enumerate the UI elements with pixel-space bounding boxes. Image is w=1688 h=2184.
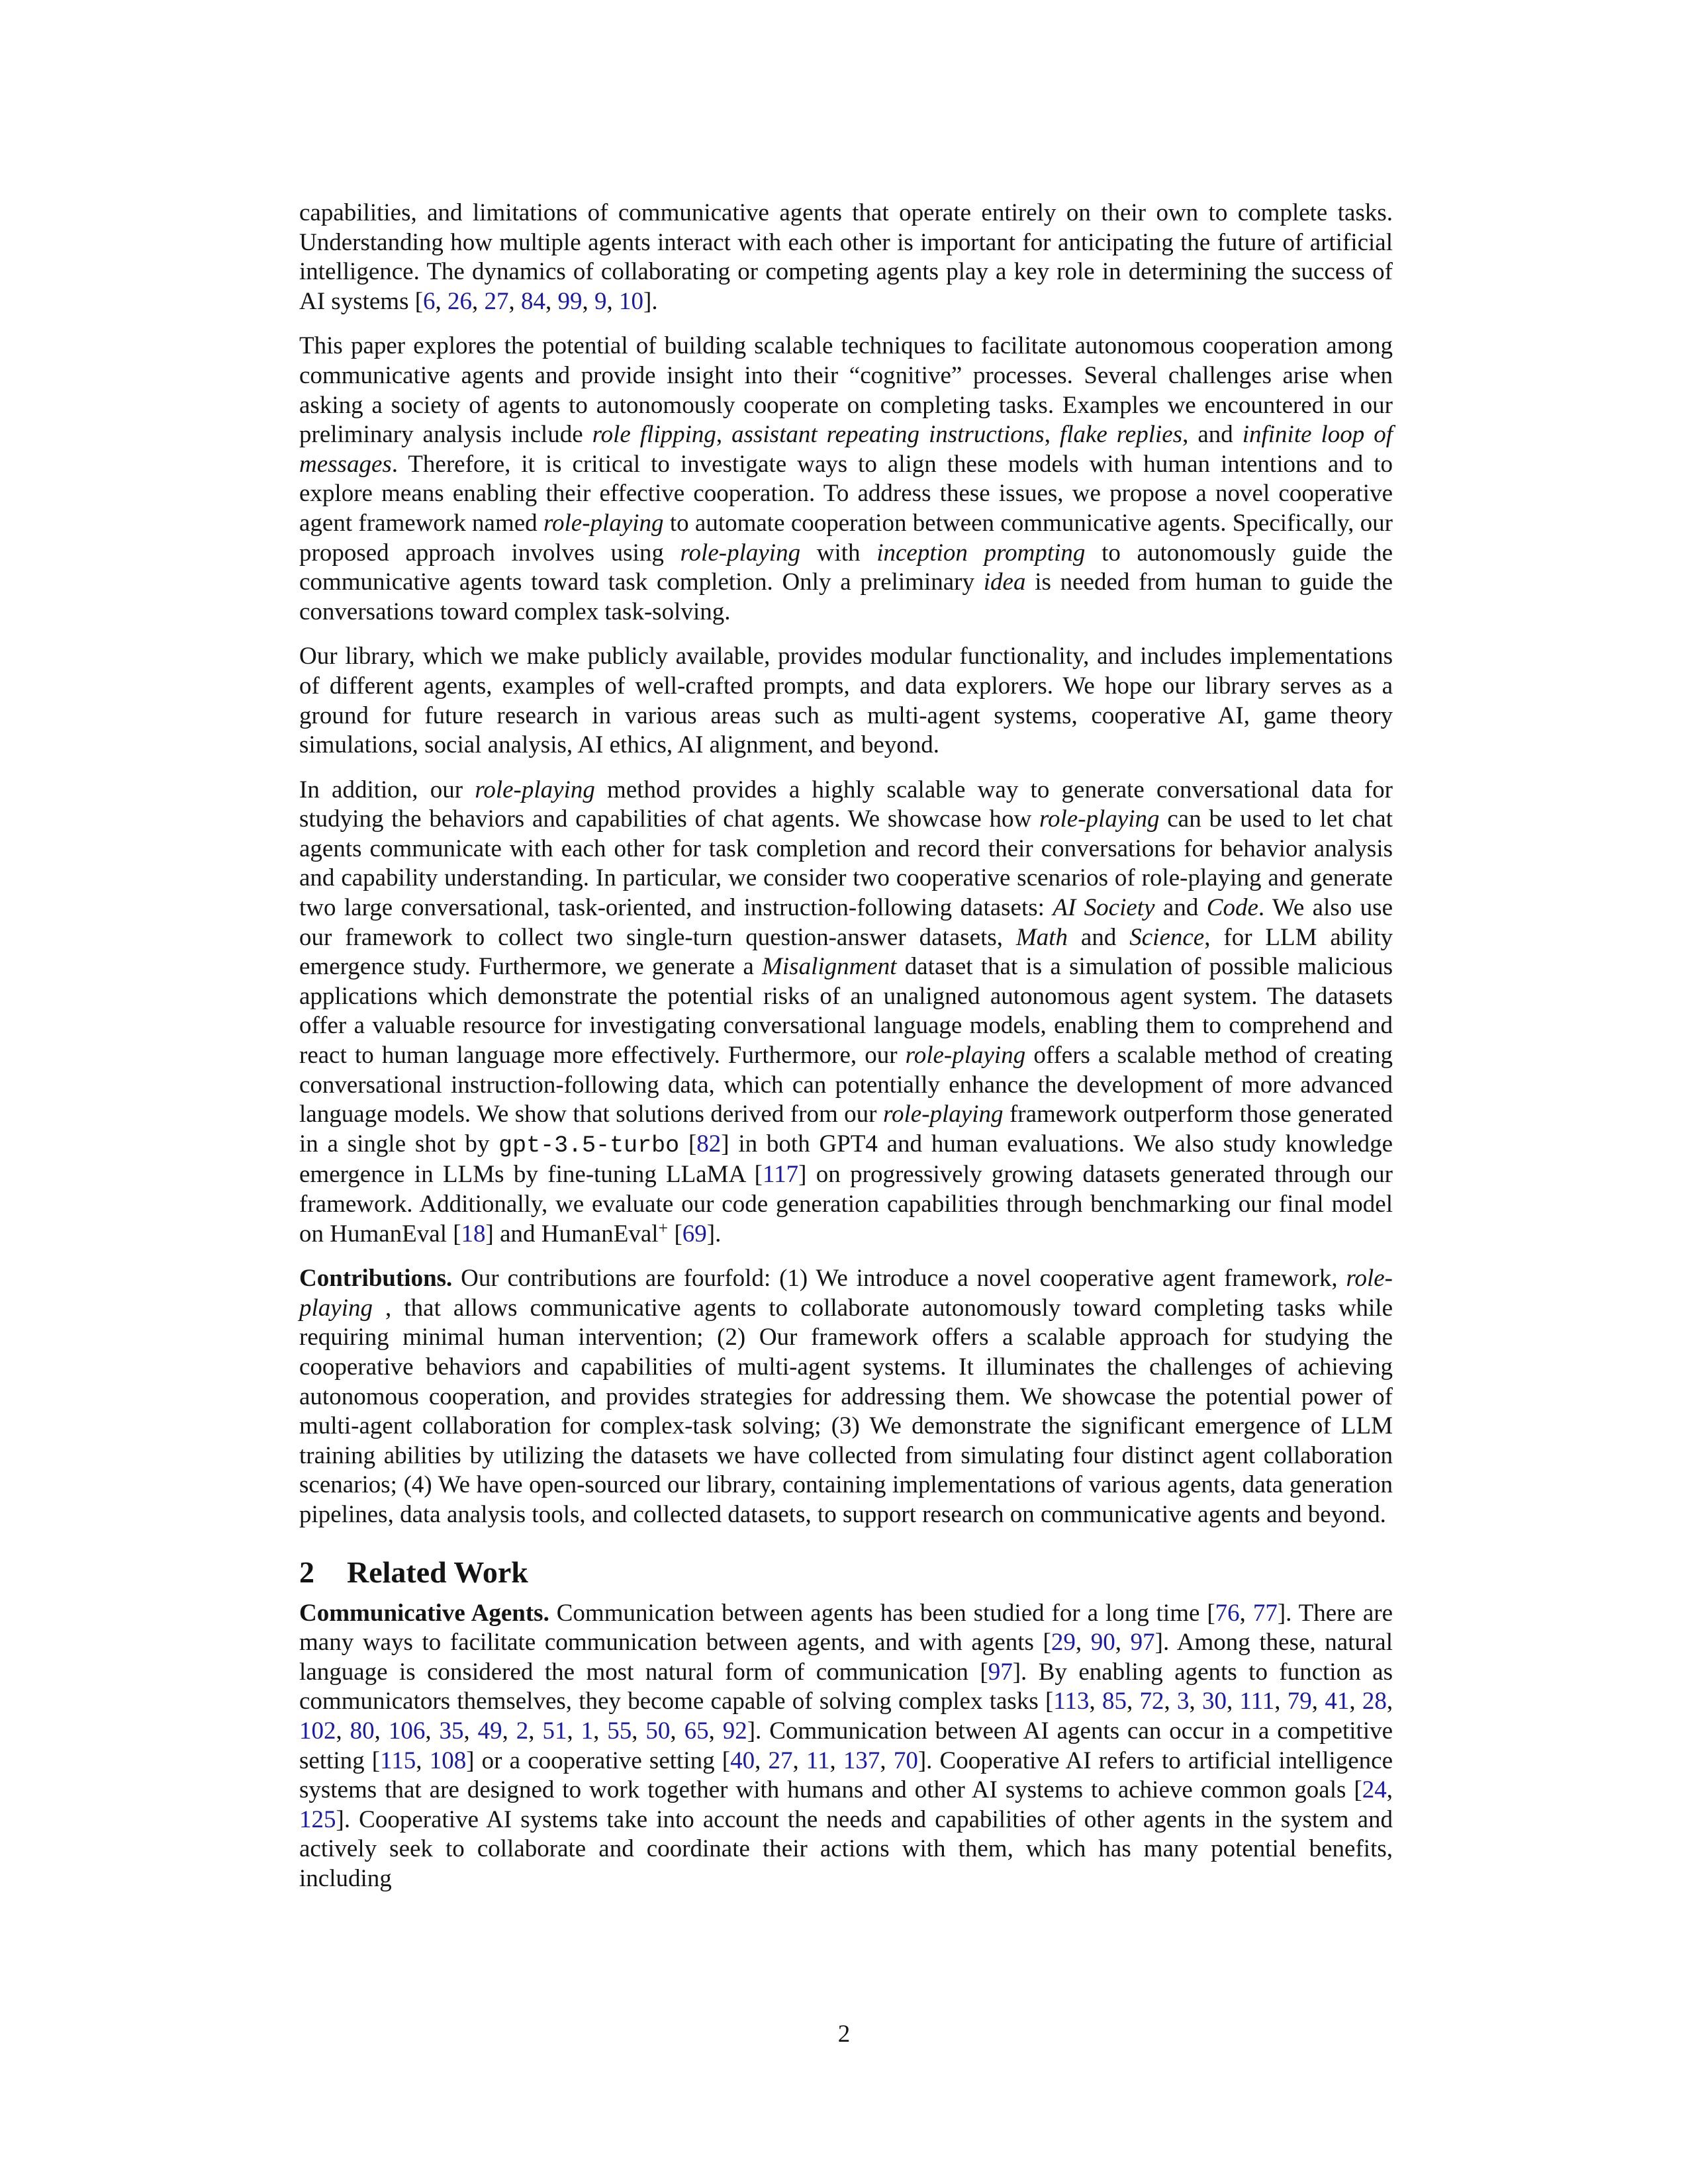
text-run: Our contributions are fourfold: (1) We introduce a novel cooperative agent framework, — [452, 1265, 1346, 1293]
italic-text: idea — [983, 569, 1026, 596]
text-run: , — [670, 1717, 684, 1745]
italic-text: AI Society — [1053, 894, 1155, 922]
italic-text: role-playing — [299, 1265, 1393, 1322]
section-title: Related Work — [347, 1555, 528, 1589]
text-run: dataset that is a simulation of possible malicious applications which demonstrate the potential risks of an unaligned autonomous agent system. The datasets offer a valuable resource for investigating conversational language models, enabling them to comprehend and react to human language more effectively. Furthermore, our — [299, 953, 1393, 1069]
citation-link[interactable]: 2 — [516, 1717, 529, 1745]
italic-text: role-playing — [882, 1101, 1004, 1128]
italic-text: role-playing — [475, 776, 595, 803]
text-run: ]. Communication between AI agents can occur in a competitive setting [ — [299, 1717, 1393, 1774]
citation-link[interactable]: 76 — [1215, 1599, 1240, 1627]
text-run: Our library, which we make publicly available, provides modular functionality, and includes implementations of different agents, examples of well-crafted prompts, and data explorers. We hope our library serves as a ground for future research in various areas such as multi-agent systems, cooperative AI, game theory simulations, social analysis, AI ethics, AI alignment, and beyond. — [299, 643, 1393, 759]
superscript: + — [658, 1218, 669, 1238]
citation-link[interactable]: 70 — [893, 1747, 918, 1774]
italic-text: Code — [1206, 894, 1258, 922]
text-run: offers a scalable method of creating conversational instruction-following data, which can potentially enhance the development of more advanced language models. We show that solutions derived from our — [299, 1042, 1393, 1128]
bold-run-in-heading: Communicative Agents. — [299, 1599, 549, 1627]
text-run: , — [435, 287, 448, 315]
text-run: , — [708, 1717, 723, 1745]
text-run: , — [1115, 1629, 1131, 1657]
text-run: , — [792, 1747, 806, 1774]
citation-link[interactable]: 18 — [461, 1220, 486, 1248]
text-run: , — [1311, 1688, 1325, 1715]
citation-link[interactable]: 55 — [607, 1717, 632, 1745]
citation-link[interactable]: 27 — [484, 287, 509, 315]
text-run: , — [528, 1717, 543, 1745]
citation-link[interactable]: 69 — [682, 1220, 707, 1248]
italic-text: role-playing — [905, 1042, 1026, 1069]
body-paragraph — [299, 776, 1393, 1250]
text-run: , — [425, 1717, 440, 1745]
italic-text: infinite loop of messages — [299, 421, 1393, 478]
body-paragraph — [299, 332, 1393, 627]
citation-link[interactable]: 49 — [477, 1717, 502, 1745]
citation-link[interactable]: 117 — [762, 1161, 799, 1189]
citation-link[interactable]: 30 — [1202, 1688, 1227, 1715]
citation-link[interactable]: 82 — [696, 1130, 722, 1158]
text-run: , — [1227, 1688, 1240, 1715]
contributions-paragraph — [299, 1264, 1393, 1529]
body-paragraph — [299, 642, 1393, 760]
text-run: , — [472, 287, 485, 315]
citation-link[interactable]: 51 — [542, 1717, 567, 1745]
italic-text: Math — [1015, 923, 1068, 951]
text-run: ] on progressively growing datasets generated through our framework. Additionally, we evaluate our code generation capabilities through benchmarking our final model on HumanEval [ — [299, 1161, 1393, 1248]
citation-link[interactable]: 111 — [1239, 1688, 1275, 1715]
text-run: ]. — [643, 287, 658, 315]
citation-link[interactable]: 26 — [447, 287, 473, 315]
italic-text: Science — [1129, 923, 1205, 951]
italic-text: role-playing — [1039, 805, 1160, 833]
text-run: can be used to let chat agents communicate with each other for task completion and record their conversations for behavior analysis and capability understanding. In particular, we consider two cooperative scenarios of role-playing and generate two large conversational, task-oriented, and instruction-following datasets: — [299, 805, 1393, 922]
text-run: , — [755, 1747, 769, 1774]
text-run: , — [1089, 1688, 1102, 1715]
text-run: to autonomously guide the communicative agents toward task completion. Only a preliminary — [299, 539, 1393, 596]
section-heading — [299, 1554, 1393, 1591]
text-column — [299, 199, 1393, 1909]
text-run: , — [1239, 1599, 1253, 1627]
text-run: , for LLM ability emergence study. Furthermore, we generate a — [299, 923, 1393, 981]
text-run: ]. Cooperative AI refers to artificial intelligence systems that are designed to work together with humans and other AI systems to achieve common goals [ — [299, 1747, 1393, 1804]
citation-link[interactable]: 92 — [722, 1717, 747, 1745]
text-run: , — [632, 1717, 646, 1745]
text-run: , — [508, 287, 522, 315]
citation-link[interactable]: 115 — [380, 1747, 416, 1774]
citation-link[interactable]: 10 — [619, 287, 644, 315]
text-run: , — [374, 1717, 389, 1745]
citation-link[interactable]: 79 — [1287, 1688, 1312, 1715]
text-run: , that allows communicative agents to collaborate autonomously toward completing tasks while requiring minimal human intervention; (2) Our framework offers a scalable approach for studying the cooperative behaviors and capabilities of multi-agent systems. It illuminates the challenges of achieving autonomous cooperation, and provides strategies for addressing them. We showcase the potential power of multi-agent collaboration for complex-task solving; (3) We demonstrate the significant emergence of LLM training abilities by utilizing the datasets we have collected from simulating four distinct agent collaboration scenarios; (4) We have open-sourced our library, containing implementations of various agents, data generation pipelines, data analysis tools, and collected datasets, to support research on communicative agents and beyond. — [299, 1294, 1393, 1528]
text-run: , — [593, 1717, 608, 1745]
text-run: . Therefore, it is critical to investigate ways to align these models with human intentions and to explore means enabling their effective cooperation. To address these issues, we propose a novel cooperative agent framework named — [299, 450, 1393, 537]
text-run: , — [567, 1717, 581, 1745]
citation-link[interactable]: 80 — [350, 1717, 375, 1745]
text-run: . We also use our framework to collect two single-turn question-answer datasets, — [299, 894, 1393, 951]
citation-link[interactable]: 97 — [1130, 1629, 1155, 1657]
italic-text: Misalignment — [762, 953, 897, 981]
text-run: method provides a highly scalable way to generate conversational data for studying the behaviors and capabilities of chat agents. We showcase how — [299, 776, 1393, 833]
text-run: , — [829, 1747, 843, 1774]
text-run: , — [716, 421, 732, 449]
text-run: , — [416, 1747, 430, 1774]
citation-link[interactable]: 137 — [843, 1747, 880, 1774]
text-run: , — [582, 287, 595, 315]
citation-link[interactable]: 106 — [388, 1717, 426, 1745]
text-run: to automate cooperation between communicative agents. Specifically, our proposed approach involves using — [299, 509, 1393, 567]
italic-text: inception prompting — [876, 539, 1086, 567]
text-run: ]. Among these, natural language is considered the most natural form of communication [ — [299, 1629, 1393, 1686]
text-run: , — [1349, 1688, 1362, 1715]
text-run: ]. — [706, 1220, 722, 1248]
citation-link[interactable]: 6 — [423, 287, 436, 315]
citation-link[interactable]: 28 — [1362, 1688, 1387, 1715]
citation-link[interactable]: 65 — [684, 1717, 709, 1745]
citation-link[interactable]: 99 — [557, 287, 583, 315]
citation-link[interactable]: 113 — [1053, 1688, 1090, 1715]
body-paragraph — [299, 199, 1393, 316]
citation-link[interactable]: 41 — [1325, 1688, 1350, 1715]
text-run: , — [606, 287, 620, 315]
text-run: , — [1126, 1688, 1140, 1715]
page-number: 2 — [837, 2021, 851, 2048]
italic-text: role-playing — [543, 509, 664, 537]
text-run: , — [1189, 1688, 1202, 1715]
citation-link[interactable]: 108 — [429, 1747, 467, 1774]
text-run: ]. There are many ways to facilitate communication between agents, and with agents [ — [299, 1599, 1393, 1657]
text-run: and — [1154, 894, 1207, 922]
citation-link[interactable]: 50 — [645, 1717, 671, 1745]
citation-link[interactable]: 97 — [988, 1658, 1013, 1686]
text-run: , — [463, 1717, 478, 1745]
citation-link[interactable]: 3 — [1176, 1688, 1190, 1715]
text-run: ] or a cooperative setting [ — [466, 1747, 731, 1774]
text-run: ]. Cooperative AI systems take into account the needs and capabilities of other agents in the system and actively seek to collaborate and coordinate their actions with them, which has many potential benefits, including — [299, 1805, 1393, 1892]
citation-link[interactable]: 29 — [1051, 1629, 1076, 1657]
text-run: , — [1164, 1688, 1177, 1715]
citation-link[interactable]: 90 — [1090, 1629, 1115, 1657]
citation-link[interactable]: 11 — [806, 1747, 830, 1774]
text-run: [ — [679, 1130, 697, 1158]
text-run: , — [1274, 1688, 1288, 1715]
italic-text: role flipping — [592, 421, 716, 449]
citation-link[interactable]: 24 — [1362, 1776, 1387, 1804]
citation-link[interactable]: 9 — [594, 287, 607, 315]
text-run: , — [1044, 421, 1060, 449]
code-text: gpt-3.5-turbo — [498, 1132, 680, 1159]
text-run: , — [1075, 1629, 1091, 1657]
text-run: is needed from human to guide the conversations toward complex task-solving. — [299, 569, 1393, 625]
text-run: , — [336, 1717, 350, 1745]
text-run: , — [880, 1747, 894, 1774]
text-run: In addition, our — [299, 776, 475, 803]
text-run: , — [545, 287, 558, 315]
text-run: This paper explores the potential of building scalable techniques to facilitate autonomous cooperation among communicative agents and provide insight into their “cognitive” processes. Several challenges arise when asking a society of agents to autonomously cooperate on completing tasks. Examples we encountered in our preliminary analysis include — [299, 332, 1393, 449]
text-run: with — [800, 539, 877, 567]
citation-link[interactable]: 1 — [581, 1717, 594, 1745]
italic-text: flake replies — [1059, 421, 1183, 449]
text-run: , — [1386, 1688, 1393, 1715]
citation-link[interactable]: 85 — [1102, 1688, 1127, 1715]
bold-run-in-heading: Contributions. — [299, 1265, 453, 1293]
text-run: ]. By enabling agents to function as communicators themselves, they become capable of solving complex tasks [ — [299, 1658, 1393, 1715]
citation-link[interactable]: 27 — [768, 1747, 793, 1774]
citation-link[interactable]: 77 — [1252, 1599, 1278, 1627]
citation-link[interactable]: 125 — [299, 1805, 336, 1833]
text-run: , — [502, 1717, 516, 1745]
related-work-paragraph — [299, 1599, 1393, 1894]
citation-link[interactable]: 102 — [299, 1717, 336, 1745]
text-run: framework outperform those generated in a single shot by — [299, 1101, 1393, 1158]
italic-text: role-playing — [680, 539, 801, 567]
text-run: , and — [1182, 421, 1243, 449]
citation-link[interactable]: 84 — [521, 287, 546, 315]
text-run: Communication between agents has been studied for a long time [ — [549, 1599, 1215, 1627]
text-run: [ — [668, 1220, 682, 1248]
citation-link[interactable]: 35 — [439, 1717, 464, 1745]
text-run: ] and HumanEval — [485, 1220, 659, 1248]
section-number: 2 — [299, 1555, 314, 1589]
text-run: , — [1386, 1776, 1393, 1804]
text-run: capabilities, and limitations of communicative agents that operate entirely on their own to complete tasks. Understanding how multiple agents interact with each other is important for anticipating the future of artificial intelligence. The dynamics of collaborating or competing agents play a key role in determining the success of AI systems [ — [299, 199, 1393, 315]
italic-text: assistant repeating instructions — [731, 421, 1045, 449]
citation-link[interactable]: 40 — [730, 1747, 755, 1774]
text-run: and — [1068, 923, 1130, 951]
text-run: ] in both GPT4 and human evaluations. We also study knowledge emergence in LLMs by fine-tuning LLaMA [ — [299, 1130, 1393, 1189]
citation-link[interactable]: 72 — [1139, 1688, 1164, 1715]
